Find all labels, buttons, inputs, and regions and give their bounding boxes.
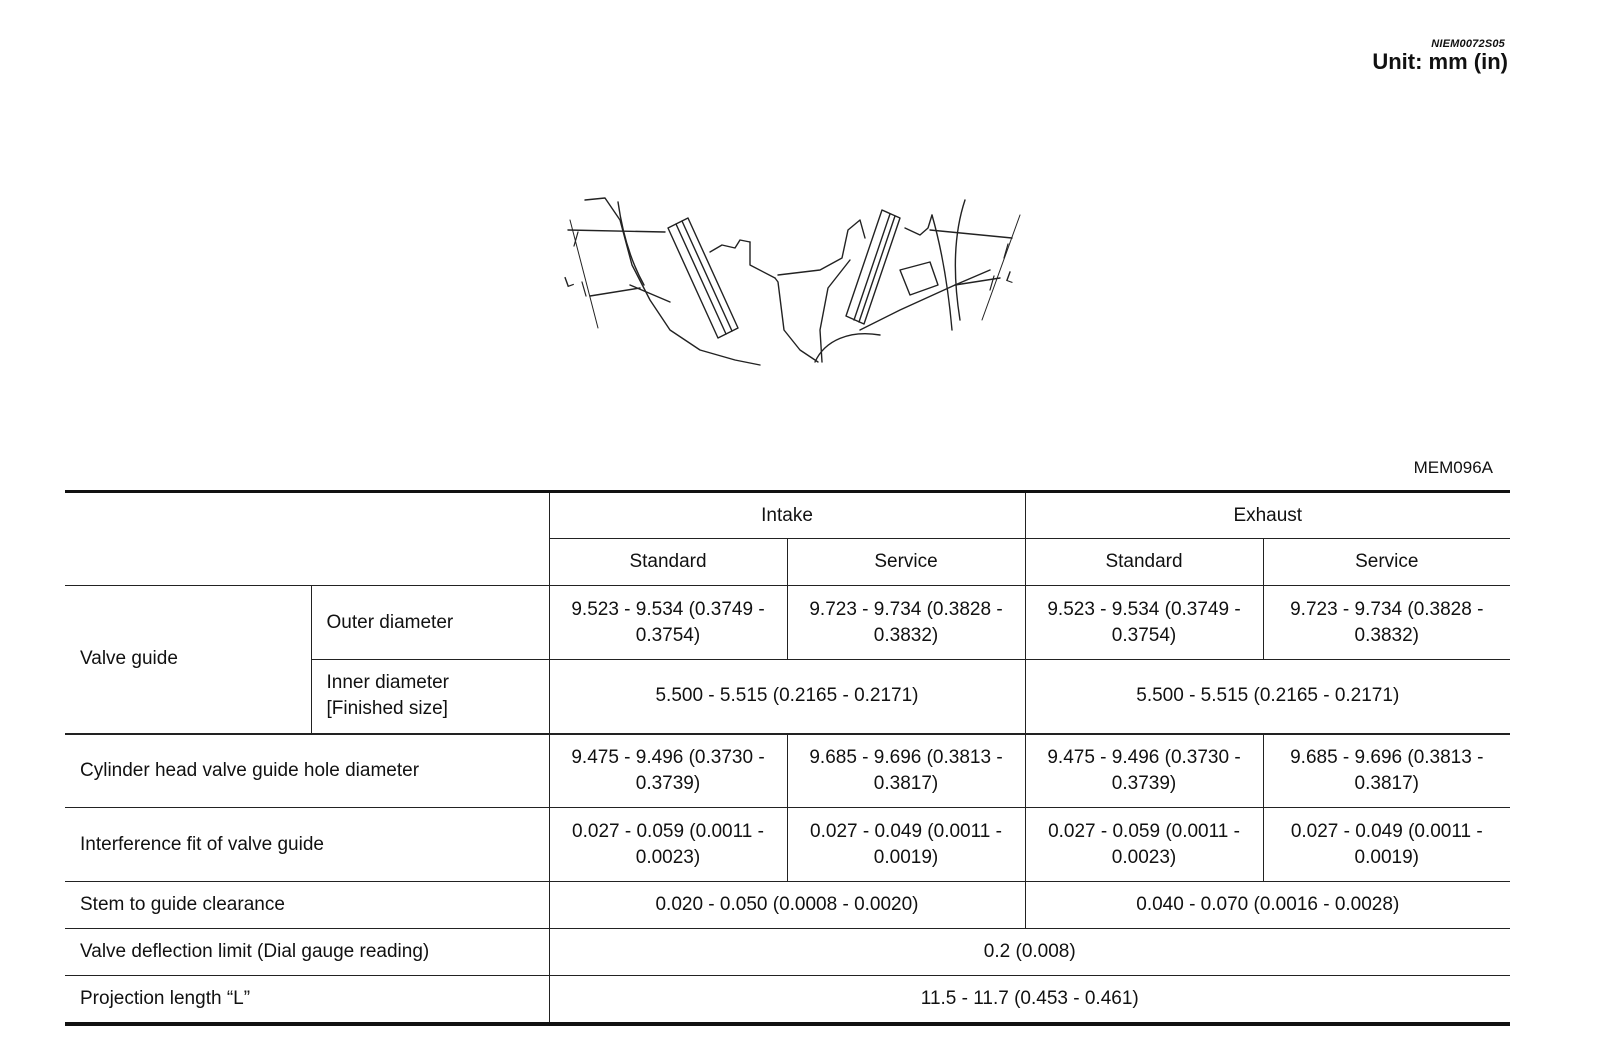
cell-interference-intake-standard: 0.027 - 0.059 (0.0011 - 0.0023)	[549, 808, 787, 882]
row-label-projection-length: Projection length “L”	[65, 976, 549, 1024]
cell-outer-exhaust-standard: 9.523 - 9.534 (0.3749 - 0.3754)	[1025, 586, 1263, 660]
row-label-outer-diameter: Outer diameter	[311, 586, 549, 660]
header-exhaust: Exhaust	[1025, 492, 1510, 539]
figure-label-left: L	[562, 272, 576, 292]
cell-inner-exhaust: 5.500 - 5.515 (0.2165 - 0.2171)	[1025, 660, 1510, 734]
document-code: NIEM0072S05	[1431, 38, 1505, 50]
subheader-intake-service: Service	[787, 539, 1025, 586]
row-label-deflection-limit: Valve deflection limit (Dial gauge reading)	[65, 929, 549, 976]
cell-interference-exhaust-standard: 0.027 - 0.059 (0.0011 - 0.0023)	[1025, 808, 1263, 882]
inner-diameter-line1: Inner diameter	[326, 672, 450, 694]
subheader-exhaust-service: Service	[1263, 539, 1510, 586]
row-label-interference-fit: Interference fit of valve guide	[65, 808, 549, 882]
unit-label: Unit: mm (in)	[1372, 49, 1508, 74]
figure-label-right: L	[1003, 268, 1018, 288]
cell-deflection-value: 0.2 (0.008)	[549, 929, 1510, 976]
figure-id: MEM096A	[1413, 458, 1493, 477]
cell-interference-exhaust-service: 0.027 - 0.049 (0.0011 - 0.0019)	[1263, 808, 1510, 882]
row-label-valve-guide: Valve guide	[65, 586, 311, 734]
cell-clearance-intake: 0.020 - 0.050 (0.0008 - 0.0020)	[549, 882, 1025, 929]
cell-outer-exhaust-service: 9.723 - 9.734 (0.3828 - 0.3832)	[1263, 586, 1510, 660]
valve-guide-diagram	[560, 190, 1030, 380]
cell-clearance-exhaust: 0.040 - 0.070 (0.0016 - 0.0028)	[1025, 882, 1510, 929]
cell-outer-intake-standard: 9.523 - 9.534 (0.3749 - 0.3754)	[549, 586, 787, 660]
cell-projection-value: 11.5 - 11.7 (0.453 - 0.461)	[549, 976, 1510, 1024]
cell-hole-intake-standard: 9.475 - 9.496 (0.3730 - 0.3739)	[549, 734, 787, 808]
row-label-inner-diameter	[311, 660, 549, 734]
valve-guide-spec-table	[65, 490, 1510, 1026]
subheader-intake-standard: Standard	[549, 539, 787, 586]
cell-hole-exhaust-standard: 9.475 - 9.496 (0.3730 - 0.3739)	[1025, 734, 1263, 808]
cell-hole-exhaust-service: 9.685 - 9.696 (0.3813 - 0.3817)	[1263, 734, 1510, 808]
inner-diameter-line2: [Finished size]	[326, 698, 448, 720]
header-blank	[65, 492, 549, 586]
row-label-hole-diameter: Cylinder head valve guide hole diameter	[65, 734, 549, 808]
cell-inner-intake: 5.500 - 5.515 (0.2165 - 0.2171)	[549, 660, 1025, 734]
header-intake: Intake	[549, 492, 1025, 539]
row-label-stem-clearance: Stem to guide clearance	[65, 882, 549, 929]
subheader-exhaust-standard: Standard	[1025, 539, 1263, 586]
cell-interference-intake-service: 0.027 - 0.049 (0.0011 - 0.0019)	[787, 808, 1025, 882]
cell-outer-intake-service: 9.723 - 9.734 (0.3828 - 0.3832)	[787, 586, 1025, 660]
cell-hole-intake-service: 9.685 - 9.696 (0.3813 - 0.3817)	[787, 734, 1025, 808]
